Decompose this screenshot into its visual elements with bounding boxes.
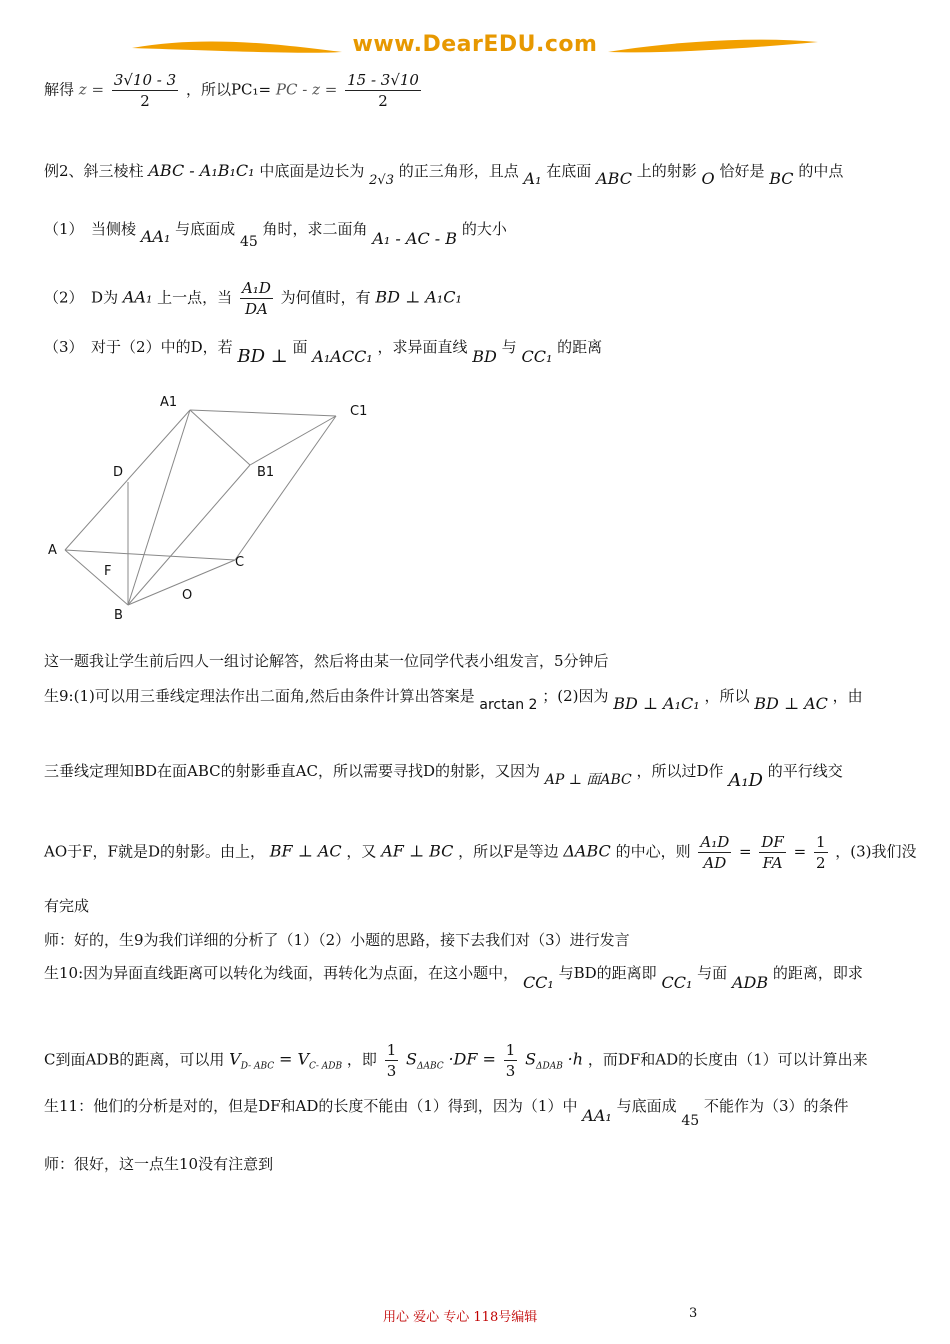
label-o: O xyxy=(182,588,193,603)
question-1: （1） 当侧棱 AA₁ 与底面成 45 角时，求二面角 A₁ - AC - B 的大小 xyxy=(44,220,507,250)
solution-line xyxy=(44,70,424,111)
footer-credit: 用心 爱心 专心 118号编辑 xyxy=(383,1310,538,1325)
example-2-statement: 例2、斜三棱柱 ABC - A₁B₁C₁ 中底面是边长为 2√3 的正三角形，且点 A₁ 在底面 ABC 上的射影 O 恰好是 BC 的中点 xyxy=(44,161,844,188)
label-a1: A1 xyxy=(160,395,178,410)
paragraph-volume: C到面ADB的距离，可以用 $V_{D- ABC} = V_{C- ADB}$ ，即 $\frac{1}{3}$ $S_{\Delta ABC} \cdot DF$ = $\frac{1}{3}$ $S_{\Delta DAB} \cdot h$ ，而DF和AD的长度由（1）可以计算出来 xyxy=(44,1041,868,1080)
math-pc-z: PC - z = xyxy=(275,80,338,99)
student-10-line: 生10:因为异面直线距离可以转化为线面，再转化为点面，在这小题中， CC₁ 与BD的距离即 CC₁ 与面 ADB 的距离，即求 xyxy=(44,964,863,992)
label-b1: B1 xyxy=(257,465,275,480)
fraction-z: $\frac{3√10 - 3}{2}$ xyxy=(113,71,177,110)
question-3: （3） 对于（2）中的D，若 BD ⊥ 面 A₁ACC₁ ，求异面直线 BD 与 CC₁ 的距离 xyxy=(44,338,603,367)
fraction-a1d-da: $\frac{\text{A₁D}}{DA}$ xyxy=(241,279,271,318)
question-2: （2） D为 AA₁ 上一点，当 $\frac{\text{A₁D}}{DA}$ 为何值时，有 BD ⊥ A₁C₁ xyxy=(44,279,462,318)
header-banner xyxy=(130,30,820,66)
label-c: C xyxy=(235,555,245,570)
label-d: D xyxy=(113,465,124,480)
paragraph-incomplete: 有完成 xyxy=(44,897,90,915)
text-solve: 解得 xyxy=(44,80,75,99)
label-a: A xyxy=(48,543,57,558)
prism-diagram xyxy=(40,390,380,630)
label-b: B xyxy=(114,608,123,623)
teacher-line-1: 师：好的，生9为我们详细的分析了（1）（2）小题的思路，接下去我们对（3）进行发言 xyxy=(44,931,630,949)
label-c1: C1 xyxy=(350,404,368,419)
teacher-line-2: 师：很好，这一点生10没有注意到 xyxy=(44,1155,274,1173)
paragraph-three-perp: 三垂线定理知BD在面ABC的射影垂直AC，所以需要寻找D的射影，又因为 AP ⊥ 面ABC ，所以过D作 A₁D 的平行线交 xyxy=(44,762,843,791)
paragraph-discussion: 这一题我让学生前后四人一组讨论解答，然后将由某一位同学代表小组发言，5分钟后 xyxy=(44,652,609,670)
student-11-line: 生11：他们的分析是对的，但是DF和AD的长度不能由（1）得到，因为（1）中 AA₁ 与底面成 45 不能作为（3）的条件 xyxy=(44,1097,849,1129)
page-number: 3 xyxy=(689,1306,698,1321)
paragraph-projection: AO于F，F就是D的射影。由上， BF ⊥ AC ，又 AF ⊥ BC ，所以F是等边 ΔABC 的中心，则 $\frac{\text{A₁D}}{AD}$ = $\frac{DF}{FA}$ = $\frac{1}{2}$ ，(3)我们没 xyxy=(44,833,917,872)
site-logo-text: www.DearEDU.com xyxy=(352,32,598,57)
student-9-line: 生9:(1)可以用三垂线定理法作出二面角,然后由条件计算出答案是 arctan 2 ；(2)因为 BD ⊥ A₁C₁ ，所以 BD ⊥ AC ，由 xyxy=(44,687,863,713)
fraction-pc1: $\frac{15 - 3√10}{2}$ xyxy=(347,71,419,110)
text-so: ，所以PC₁= xyxy=(185,80,272,99)
label-f: F xyxy=(104,564,112,579)
math-z: z = xyxy=(78,80,105,99)
